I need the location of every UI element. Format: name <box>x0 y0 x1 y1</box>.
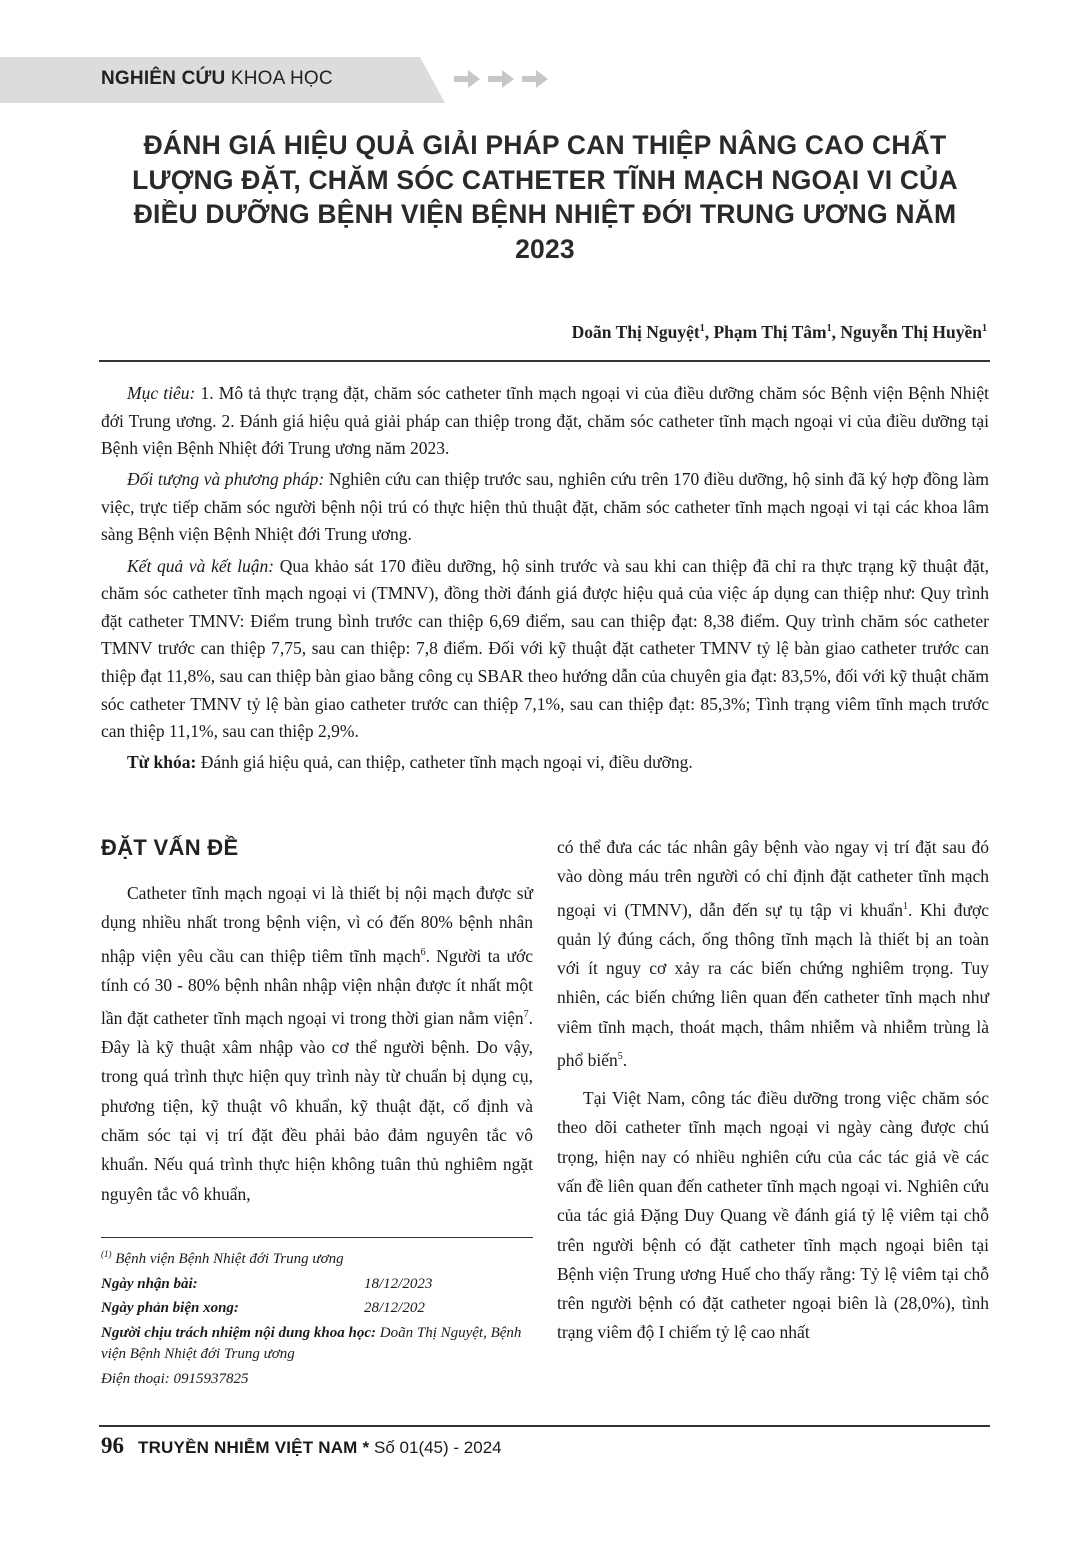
text: . Người ta ước tính có 30 - 80% bệnh nhân nhập viện nhận được ít nhất một lần đặt catheter tĩnh mạch ngoại vi trong thời gian nằm viện <box>101 945 534 1028</box>
left-column <box>101 835 533 1209</box>
abstract-methods <box>101 466 989 549</box>
text: . Đây là kỹ thuật xâm nhập vào cơ thể người bệnh. Do vậy, trong quá trình thực hiện quy trình này từ chuẩn bị dụng cụ, phương tiện, kỹ thuật vô khuẩn, kỹ thuật đặt, cố định và chăm sóc tại vị trí đặt đều phải bảo đảm nguyên tắc vô khuẩn. Nếu quá trình thực hiện không tuân thủ nghiêm ngặt nguyên tắc vô khuẩn, <box>101 1007 533 1204</box>
label: Đối tượng và phương pháp: <box>127 469 325 490</box>
affil-marker: (1) <box>101 1249 112 1259</box>
arrow-right-icon <box>452 66 482 92</box>
text: có thể đưa các tác nhân gây bệnh vào ngay vị trí đặt sau đó vào dòng máu trên người có chỉ định đặt catheter tĩnh mạch ngoại vi (TMNV), dẫn đến sự tụ tập vi khuẩn <box>557 837 989 920</box>
divider <box>99 360 990 362</box>
footer-divider <box>99 1425 990 1427</box>
author-affil: 1 <box>982 323 987 335</box>
arrow-right-icon <box>520 66 550 92</box>
label: Ngày nhận bài: <box>101 1275 198 1292</box>
abstract-results <box>101 553 989 746</box>
abstract-keywords <box>101 749 989 777</box>
label: Từ khóa: <box>127 752 197 773</box>
label: Người chịu trách nhiệm nội dung khoa học: <box>101 1324 377 1341</box>
author-affil: 1 <box>699 323 705 335</box>
arrow-decoration <box>452 66 550 92</box>
author-list: Doãn Thị Nguyệt$^1$, Phạm Thị Tâm$^1$, Nguyễn Thị Huyền$^1$ <box>571 322 987 342</box>
phone: Điện thoại: 0915937825 <box>101 1370 249 1387</box>
section-heading: ĐẶT VẤN ĐỀ <box>101 835 239 860</box>
affil-text: Bệnh viện Bệnh Nhiệt đới Trung ương <box>111 1251 344 1267</box>
affiliation <box>101 1242 533 1272</box>
label: Mục tiêu: <box>127 383 196 403</box>
value: 28/12/202 <box>364 1300 425 1316</box>
text: . Khi được quản lý đúng cách, ống thông tĩnh mạch là thiết bị an toàn với ít nguy cơ xảy ra các biến chứng nghiêm trọng. Tuy nhiên, các biến chứng liên quan đến catheter tĩnh mạch như viêm tĩnh mạch, thoát mạch, thâm nhiễm và nhiễm trùng là phổ biến <box>557 899 989 1070</box>
issue-number: Số 01(45) - 2024 <box>369 1438 502 1457</box>
value: 18/12/2023 <box>364 1275 433 1292</box>
text: . <box>622 1049 628 1070</box>
citation: 7 <box>523 1009 529 1021</box>
received-date <box>101 1272 533 1297</box>
body-paragraph: Tại Việt Nam, công tác điều dưỡng trong việc chăm sóc theo dõi catheter tĩnh mạch ngoại vi ngày càng được chú trọng, hiện nay có nhiều nghiên cứu của các tác giả về các vấn đề liên quan đến catheter tĩnh mạch ngoại vi. Nghiên cứu của tác giả Đặng Duy Quang về đánh giá tỷ lệ viêm tại chỗ trên người bệnh có đặt catheter tĩnh mạch ngoại biên tại Bệnh viện Trung ương Huế cho thấy rằng: Tỷ lệ viêm tại chỗ trên người bệnh có đặt catheter ngoại biên là (28,0%), tình trạng viêm độ I chiếm tỷ lệ cao nhất <box>557 1088 989 1343</box>
author-name: Nguyễn Thị Huyền <box>840 322 982 342</box>
text: Đánh giá hiệu quả, can thiệp, catheter tĩnh mạch ngoại vi, điều dưỡng. <box>196 752 693 773</box>
text: 1. Mô tả thực trạng đặt, chăm sóc catheter tĩnh mạch ngoại vi của điều dưỡng chăm sóc Bệnh viện Bệnh Nhiệt đới Trung ương. 2. Đánh giá hiệu quả giải pháp can thiệp trong đặt, chăm sóc catheter tĩnh mạch ngoại vi của điều dưỡng tại Bệnh viện Bệnh Nhiệt đới Trung ương năm 2023. <box>101 383 989 459</box>
author-name: Doãn Thị Nguyệt <box>571 322 700 342</box>
value: Doãn Thị Nguyệt, Bệnh viện Bệnh Nhiệt đới Trung ương <box>101 1324 522 1362</box>
citation: 1 <box>903 900 909 912</box>
reviewed-date <box>101 1296 533 1321</box>
label: Kết quả và kết luận: <box>127 555 275 576</box>
body-paragraph <box>557 833 989 1075</box>
article-title: ĐÁNH GIÁ HIỆU QUẢ GIẢI PHÁP CAN THIỆP NÂNG CAO CHẤT LƯỢNG ĐẶT, CHĂM SÓC CATHETER TĨNH MẠCH NGOẠI VI CỦA ĐIỀU DƯỠNG BỆNH VIỆN BỆNH NHIỆT ĐỚI TRUNG ƯƠNG NĂM 2023 <box>132 130 958 264</box>
journal-name: TRUYỀN NHIỄM VIỆT NAM <box>138 1438 358 1457</box>
right-column <box>557 833 989 1348</box>
section-label <box>101 68 333 90</box>
abstract <box>101 380 989 780</box>
article-notes <box>101 1237 533 1391</box>
author-affil: 1 <box>826 323 832 335</box>
arrow-right-icon <box>486 66 516 92</box>
page-number: 96 <box>101 1433 124 1458</box>
author-name: Phạm Thị Tâm <box>713 322 827 342</box>
separator: * <box>357 1438 370 1457</box>
page-footer <box>101 1433 502 1459</box>
responsible-person <box>101 1323 533 1365</box>
abstract-objective <box>101 380 989 463</box>
text: Nghiên cứu can thiệp trước sau, nghiên cứu trên 170 điều dưỡng, hộ sinh đã ký hợp đồng làm việc, trực tiếp chăm sóc người bệnh nội trú có thực hiện thủ thuật đặt, chăm sóc catheter tĩnh mạch ngoại vi tại các khoa lâm sàng Bệnh viện Bệnh Nhiệt đới Trung ương. <box>101 469 989 545</box>
section-label-rest: KHOA HỌC <box>230 68 333 89</box>
journal-info <box>138 1438 502 1458</box>
text: Qua khảo sát 170 điều dưỡng, hộ sinh trước và sau khi can thiệp đã chỉ ra thực trạng kỹ thuật đặt, chăm sóc catheter tĩnh mạch ngoại vi (TMNV), đồng thời đánh giá được hiệu quả của việc áp dụng can thiệp như: Quy trình đặt catheter TMNV: Điểm trung bình trước can thiệp 6,69 điểm, sau can thiệp đạt: 8,38 điểm. Quy trình chăm sóc catheter TMNV trước can thiệp 7,75, sau can thiệp: 7,8 điểm. Đối với kỹ thuật đặt catheter TMNV tỷ lệ bàn giao catheter trước can thiệp đạt 11,8%, sau can thiệp bàn giao bằng công cụ SBAR theo hướng dẫn của chuyên gia đạt: 83,5%, đối với kỹ thuật chăm sóc catheter TMNV tỷ lệ bàn giao catheter trước can thiệp 7,1%, sau can thiệp đạt: 85,3%; Tình trạng viêm tĩnh mạch trước can thiệp 11,1%, sau can thiệp 2,9%. <box>101 555 989 742</box>
body-paragraph <box>101 879 533 1209</box>
text: Catheter tĩnh mạch ngoại vi là thiết bị nội mạch được sử dụng nhiều nhất trong bệnh viện, vì có đến 80% bệnh nhân nhập viện yêu cầu can thiệp tiêm tĩnh mạch <box>101 883 533 966</box>
citation: 5 <box>617 1050 623 1062</box>
citation: 6 <box>420 946 426 958</box>
label: Ngày phản biện xong: <box>101 1300 239 1316</box>
section-label-bold: NGHIÊN CỨU <box>101 68 226 89</box>
